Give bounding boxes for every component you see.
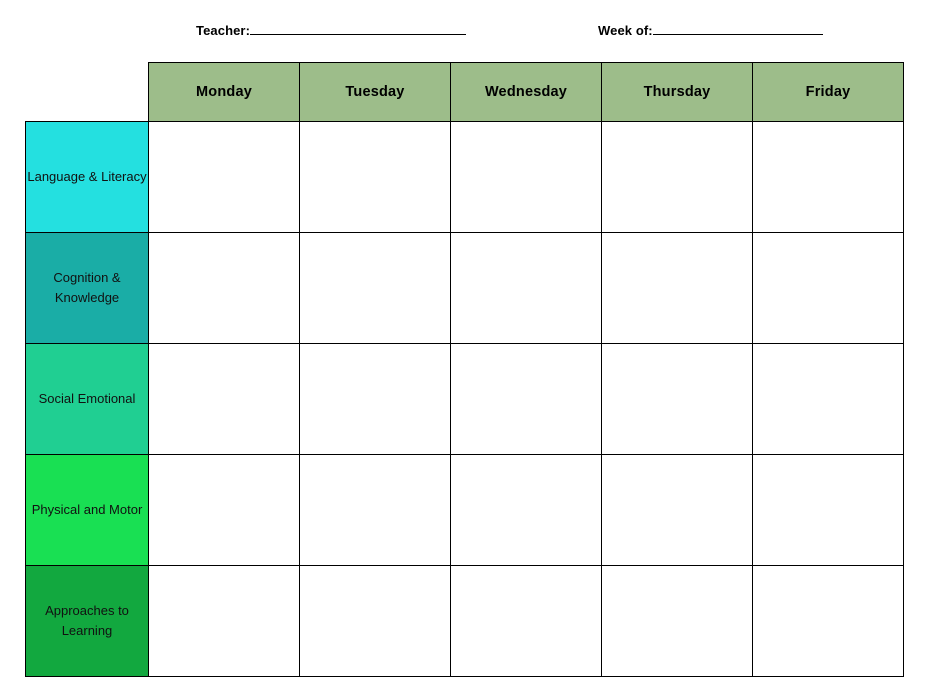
cell-language-literacy-thursday[interactable] xyxy=(602,122,753,233)
column-header-thursday: Thursday xyxy=(602,63,753,122)
column-header-monday: Monday xyxy=(149,63,300,122)
row-header-language-literacy: Language & Literacy xyxy=(26,122,149,233)
cell-physical-and-motor-tuesday[interactable] xyxy=(300,455,451,566)
column-header-wednesday: Wednesday xyxy=(451,63,602,122)
week-of-input-line[interactable] xyxy=(653,22,823,35)
cell-physical-and-motor-thursday[interactable] xyxy=(602,455,753,566)
week-of-label: Week of: xyxy=(598,23,653,38)
column-header-friday: Friday xyxy=(753,63,904,122)
row-header-cognition-knowledge: Cognition & Knowledge xyxy=(26,233,149,344)
teacher-field[interactable] xyxy=(196,22,466,38)
column-header-tuesday: Tuesday xyxy=(300,63,451,122)
cell-social-emotional-monday[interactable] xyxy=(149,344,300,455)
weekly-plan-table xyxy=(25,62,904,677)
table-header-row xyxy=(26,63,904,122)
teacher-label: Teacher: xyxy=(196,23,251,38)
row-header-physical-and-motor: Physical and Motor xyxy=(26,455,149,566)
cell-social-emotional-thursday[interactable] xyxy=(602,344,753,455)
row-header-approaches-to-learning: Approaches to Learning xyxy=(26,566,149,677)
table-row xyxy=(26,233,904,344)
cell-cognition-knowledge-thursday[interactable] xyxy=(602,233,753,344)
cell-approaches-to-learning-tuesday[interactable] xyxy=(300,566,451,677)
header-fields xyxy=(0,22,930,46)
cell-cognition-knowledge-friday[interactable] xyxy=(753,233,904,344)
cell-approaches-to-learning-wednesday[interactable] xyxy=(451,566,602,677)
cell-approaches-to-learning-friday[interactable] xyxy=(753,566,904,677)
table-row xyxy=(26,344,904,455)
cell-physical-and-motor-friday[interactable] xyxy=(753,455,904,566)
cell-approaches-to-learning-monday[interactable] xyxy=(149,566,300,677)
week-of-field[interactable] xyxy=(598,22,823,38)
cell-social-emotional-friday[interactable] xyxy=(753,344,904,455)
cell-social-emotional-wednesday[interactable] xyxy=(451,344,602,455)
row-header-social-emotional: Social Emotional xyxy=(26,344,149,455)
table-row xyxy=(26,455,904,566)
table-row xyxy=(26,122,904,233)
corner-blank-cell xyxy=(26,63,149,122)
cell-cognition-knowledge-monday[interactable] xyxy=(149,233,300,344)
cell-language-literacy-wednesday[interactable] xyxy=(451,122,602,233)
cell-cognition-knowledge-wednesday[interactable] xyxy=(451,233,602,344)
cell-language-literacy-monday[interactable] xyxy=(149,122,300,233)
cell-physical-and-motor-wednesday[interactable] xyxy=(451,455,602,566)
cell-language-literacy-friday[interactable] xyxy=(753,122,904,233)
cell-approaches-to-learning-thursday[interactable] xyxy=(602,566,753,677)
cell-cognition-knowledge-tuesday[interactable] xyxy=(300,233,451,344)
cell-physical-and-motor-monday[interactable] xyxy=(149,455,300,566)
cell-social-emotional-tuesday[interactable] xyxy=(300,344,451,455)
table-row xyxy=(26,566,904,677)
cell-language-literacy-tuesday[interactable] xyxy=(300,122,451,233)
teacher-input-line[interactable] xyxy=(250,22,466,35)
